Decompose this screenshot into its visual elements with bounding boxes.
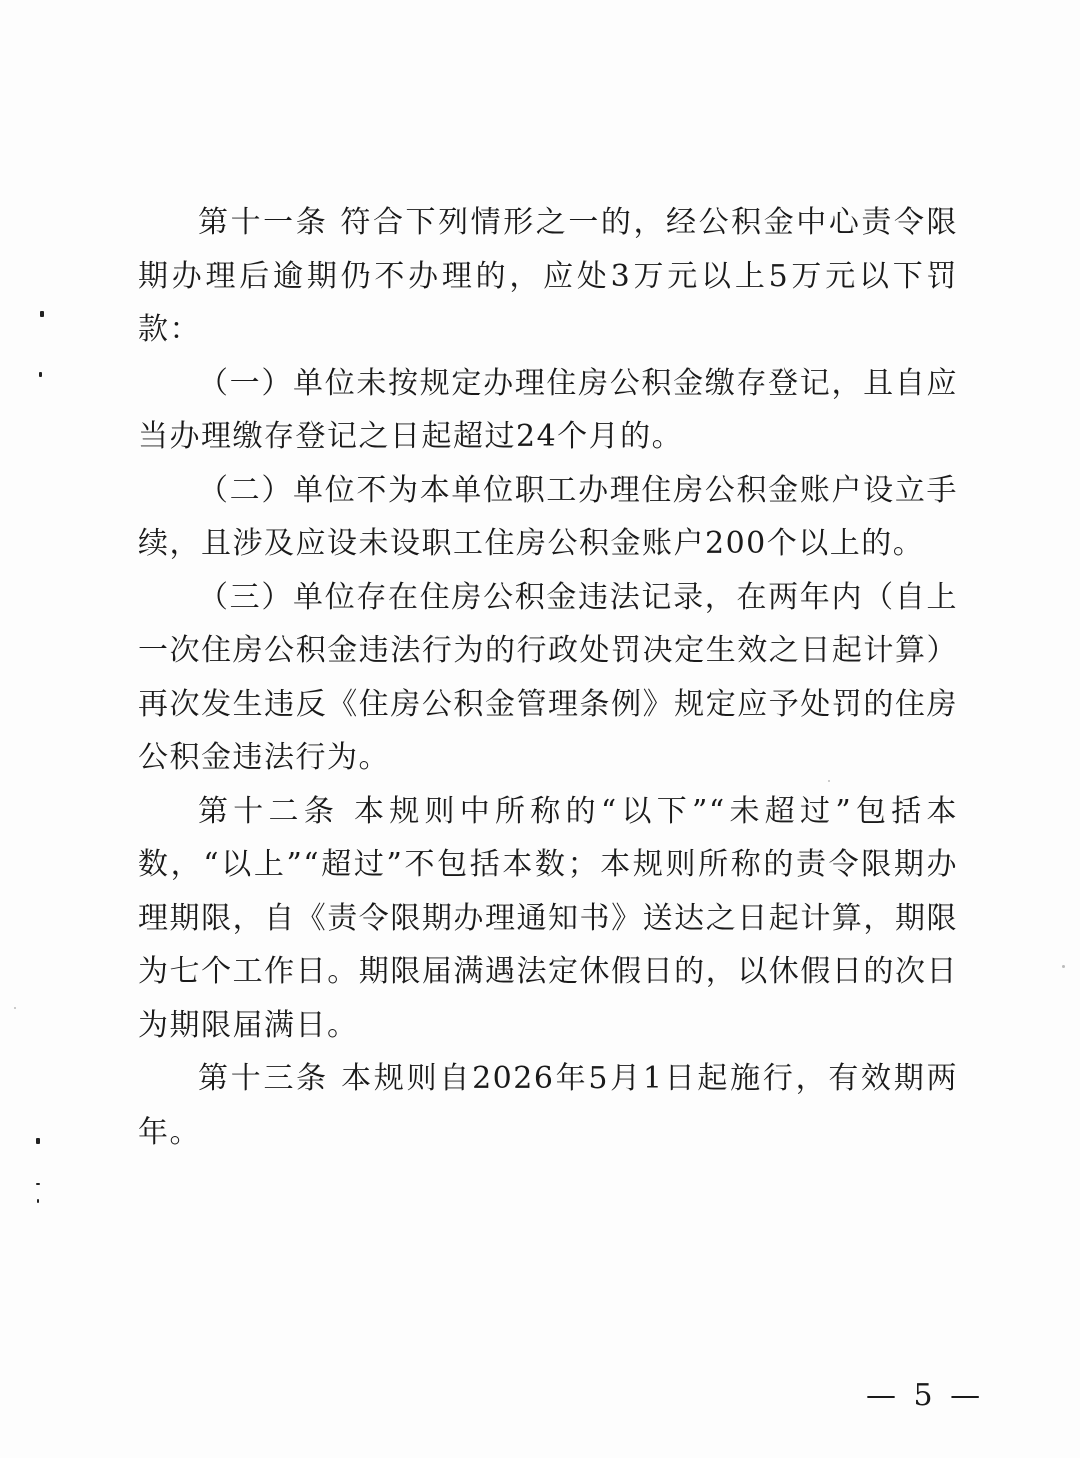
scan-mark <box>37 1199 39 1203</box>
article-text: （二）单位不为本单位职工办理住房公积金账户设立手续，且涉及应设未设职工住房公积金账户200个以上的。 <box>138 472 958 561</box>
scan-speck <box>1062 965 1065 968</box>
article-paragraph <box>138 571 958 785</box>
scan-mark <box>36 1183 40 1185</box>
article-paragraph <box>138 1052 958 1159</box>
scan-mark <box>39 372 42 377</box>
article-paragraph <box>138 464 958 571</box>
article-heading: 第十三条 <box>198 1061 329 1096</box>
article-text: （三）单位存在住房公积金违法记录，在两年内（自上一次住房公积金违法行为的行政处罚决定生效之日起计算）再次发生违反《住房公积金管理条例》规定应予处罚的住房公积金违法行为。 <box>138 579 958 775</box>
article-paragraph <box>138 357 958 464</box>
article-paragraph <box>138 196 958 357</box>
article-text: 本规则中所称的“以下”“未超过”包括本数，“以上”“超过”不包括本数；本规则所称的责令限期办理期限，自《责令限期办理通知书》送达之日起计算，期限为七个工作日。期限届满遇法定休假日的，以休假日的次日为期限届满日。 <box>138 793 958 1043</box>
document-body <box>138 196 958 1159</box>
article-text: 符合下列情形之一的，经公积金中心责令限期办理后逾期仍不办理的，应处3万元以上5万元以下罚款： <box>138 205 959 347</box>
article-heading: 第十二条 <box>198 793 340 829</box>
scan-mark <box>40 311 44 317</box>
scan-mark <box>36 1138 40 1144</box>
article-text: 本规则自2026年5月1日起施行，有效期两年。 <box>138 1061 958 1150</box>
article-heading: 第十一条 <box>198 205 329 240</box>
scan-speck <box>14 1007 16 1009</box>
page-number: — 5 — <box>866 1378 985 1413</box>
article-paragraph <box>138 785 958 1053</box>
article-text: （一）单位未按规定办理住房公积金缴存登记，且自应当办理缴存登记之日起超过24个月的。 <box>138 365 958 454</box>
